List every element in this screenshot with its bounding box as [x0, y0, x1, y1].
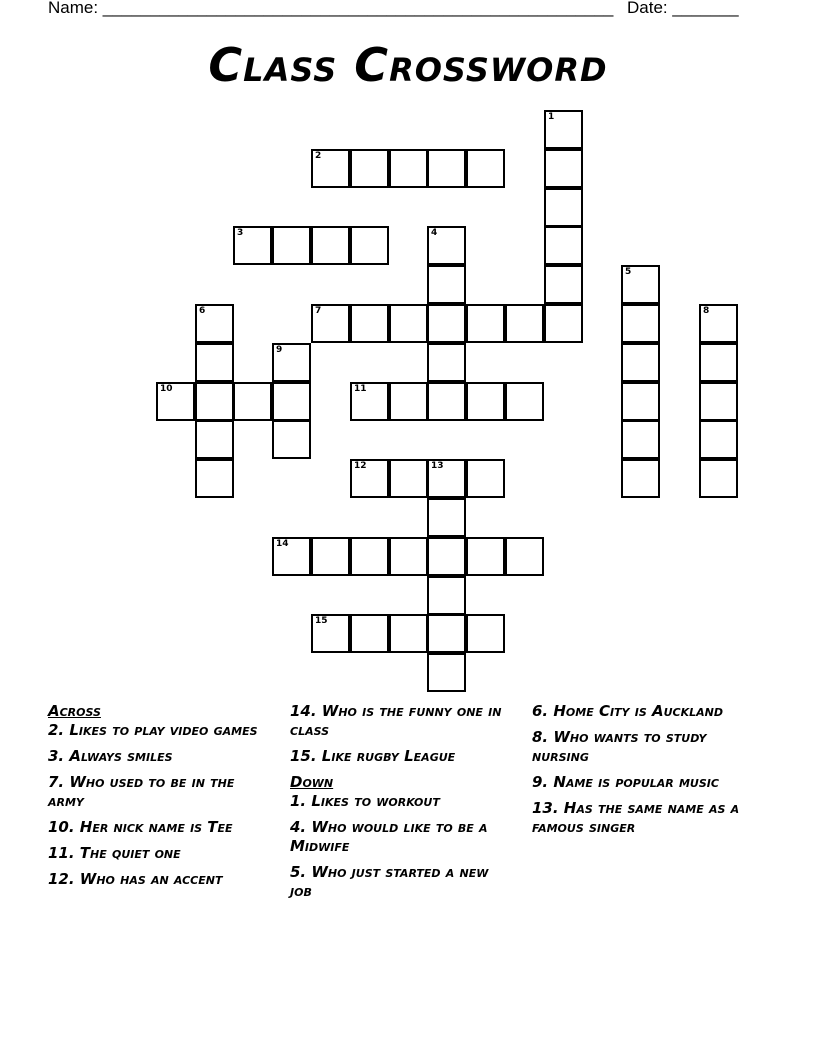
date-field-label: Date: _______: [627, 0, 739, 17]
grid-cell[interactable]: [427, 459, 466, 498]
clue-number: 8: [703, 306, 710, 316]
grid-cell[interactable]: [621, 382, 660, 421]
grid-cell[interactable]: [466, 537, 505, 576]
grid-cell[interactable]: [427, 149, 466, 188]
grid-cell[interactable]: [427, 537, 466, 576]
grid-cell[interactable]: [272, 382, 311, 421]
grid-cell[interactable]: [544, 226, 583, 265]
grid-cell[interactable]: [544, 265, 583, 304]
grid-cell[interactable]: [233, 226, 272, 265]
grid-cell[interactable]: [427, 343, 466, 382]
grid-cell[interactable]: [621, 304, 660, 343]
clue-across-10: 10. Her nick name is Tee: [48, 818, 233, 836]
clue-down-1: 1. Likes to workout: [290, 792, 440, 810]
clue-number: 9: [276, 345, 283, 355]
grid-cell[interactable]: [311, 304, 350, 343]
grid-cell[interactable]: [699, 459, 738, 498]
grid-cell[interactable]: [427, 265, 466, 304]
grid-cell[interactable]: [427, 382, 466, 421]
grid-cell[interactable]: [350, 149, 389, 188]
grid-cell[interactable]: [466, 459, 505, 498]
clue-number: 7: [315, 306, 322, 316]
clue-across-11: 11. The quiet one: [48, 844, 181, 862]
grid-cell[interactable]: [621, 420, 660, 459]
grid-cell[interactable]: [272, 226, 311, 265]
grid-cell[interactable]: [272, 420, 311, 459]
clue-down-5: 5. Who just started a new job: [290, 863, 489, 900]
clue-across-2: 2. Likes to play video games: [48, 721, 258, 739]
grid-cell[interactable]: [311, 614, 350, 653]
clue-across-3: 3. Always smiles: [48, 747, 173, 765]
clue-number: 11: [354, 384, 367, 394]
grid-cell[interactable]: [156, 382, 195, 421]
grid-cell[interactable]: [233, 382, 272, 421]
clue-down-9: 9. Name is popular music: [532, 773, 719, 791]
grid-cell[interactable]: [195, 343, 234, 382]
grid-cell[interactable]: [350, 459, 389, 498]
page-title: Class Crossword: [208, 38, 608, 92]
clues-column-2: [290, 702, 515, 908]
grid-cell[interactable]: [621, 265, 660, 304]
clue-across-15: 15. Like rugby League: [290, 747, 456, 765]
clue-down-6: 6. Home City is Auckland: [532, 702, 723, 720]
grid-cell[interactable]: [427, 614, 466, 653]
grid-cell[interactable]: [466, 149, 505, 188]
clue-down-8: 8. Who wants to study nursing: [532, 728, 707, 765]
grid-cell[interactable]: [311, 149, 350, 188]
grid-cell[interactable]: [195, 420, 234, 459]
across-heading: Across: [48, 702, 101, 720]
grid-cell[interactable]: [389, 149, 428, 188]
grid-cell[interactable]: [505, 382, 544, 421]
grid-cell[interactable]: [350, 382, 389, 421]
clue-across-12: 12. Who has an accent: [48, 870, 223, 888]
grid-cell[interactable]: [505, 537, 544, 576]
grid-cell[interactable]: [544, 188, 583, 227]
grid-cell[interactable]: [505, 304, 544, 343]
clue-down-4: 4. Who would like to be a Midwife: [290, 818, 488, 855]
clue-across-14: 14. Who is the funny one in class: [290, 702, 502, 739]
grid-cell[interactable]: [389, 459, 428, 498]
clue-number: 4: [431, 228, 438, 238]
grid-cell[interactable]: [272, 343, 311, 382]
grid-cell[interactable]: [311, 537, 350, 576]
grid-cell[interactable]: [350, 537, 389, 576]
clue-down-13: 13. Has the same name as a famous singer: [532, 799, 740, 836]
grid-cell[interactable]: [427, 226, 466, 265]
clue-number: 14: [276, 539, 289, 549]
clues-column-1: [48, 702, 273, 896]
grid-cell[interactable]: [427, 304, 466, 343]
grid-cell[interactable]: [350, 226, 389, 265]
clue-number: 5: [625, 267, 632, 277]
grid-cell[interactable]: [427, 498, 466, 537]
clue-number: 10: [160, 384, 173, 394]
clue-number: 13: [431, 461, 444, 471]
grid-cell[interactable]: [195, 382, 234, 421]
grid-cell[interactable]: [272, 537, 311, 576]
grid-cell[interactable]: [311, 226, 350, 265]
grid-cell[interactable]: [699, 420, 738, 459]
grid-cell[interactable]: [544, 149, 583, 188]
grid-cell[interactable]: [427, 576, 466, 615]
grid-cell[interactable]: [544, 304, 583, 343]
grid-cell[interactable]: [699, 382, 738, 421]
grid-cell[interactable]: [699, 343, 738, 382]
grid-cell[interactable]: [195, 304, 234, 343]
grid-cell[interactable]: [427, 653, 466, 692]
grid-cell[interactable]: [389, 537, 428, 576]
clue-number: 12: [354, 461, 367, 471]
clue-number: 2: [315, 151, 322, 161]
grid-cell[interactable]: [466, 382, 505, 421]
clue-number: 1: [548, 112, 555, 122]
clue-number: 6: [199, 306, 206, 316]
grid-cell[interactable]: [621, 459, 660, 498]
name-field-label: Name: ______________________________________________________: [48, 0, 614, 17]
grid-cell[interactable]: [350, 304, 389, 343]
down-heading: Down: [290, 773, 334, 791]
grid-cell[interactable]: [389, 614, 428, 653]
grid-cell[interactable]: [621, 343, 660, 382]
clue-number: 3: [237, 228, 244, 238]
clue-number: 15: [315, 616, 328, 626]
grid-cell[interactable]: [195, 459, 234, 498]
grid-cell[interactable]: [350, 614, 389, 653]
clue-across-7: 7. Who used to be in the army: [48, 773, 235, 810]
clues-column-3: [532, 702, 752, 844]
grid-cell[interactable]: [544, 110, 583, 149]
grid-cell[interactable]: [389, 382, 428, 421]
grid-cell[interactable]: [699, 304, 738, 343]
grid-cell[interactable]: [466, 614, 505, 653]
grid-cell[interactable]: [389, 304, 428, 343]
grid-cell[interactable]: [466, 304, 505, 343]
